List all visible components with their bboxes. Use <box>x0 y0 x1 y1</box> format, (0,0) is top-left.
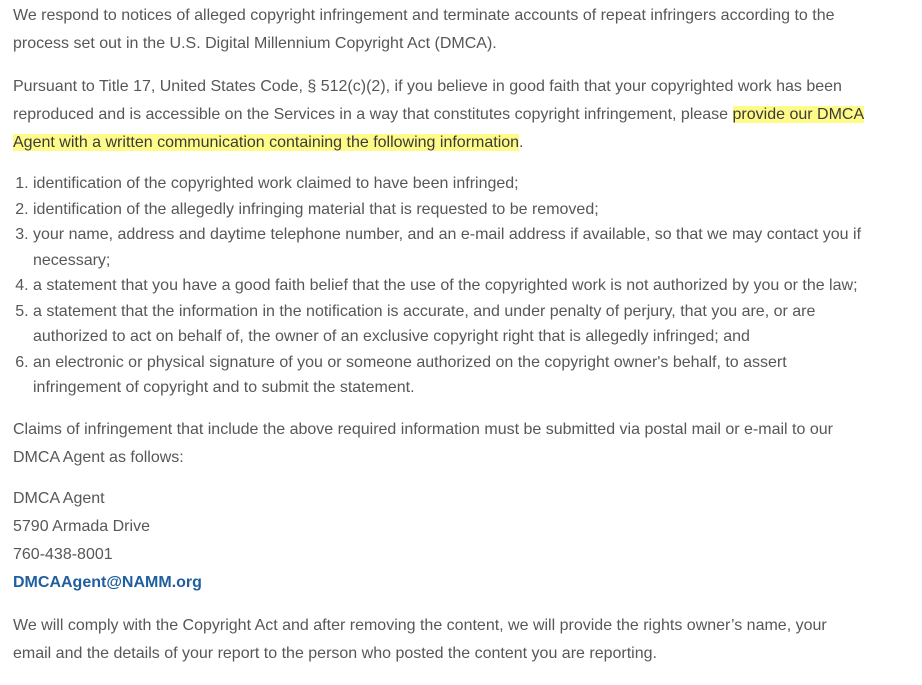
agent-title: DMCA Agent <box>13 489 105 507</box>
closing-line-2: email and the details of your report to the person who posted the content you are reporting. <box>13 644 657 662</box>
claims-line-1: Claims of infringement that include the above required information must be submitted via postal mail or e-mail to our <box>13 420 833 438</box>
highlighted-text: provide our DMCA <box>732 106 865 123</box>
list-item: 6. an electronic or physical signature of you or someone authorized on the copyright owner's behalf, to assert infringement of copyright and to submit the statement. <box>33 350 922 401</box>
agent-phone: 760-438-8001 <box>13 545 113 563</box>
list-item: 3. your name, address and daytime telephone number, and an e-mail address if available, so that we may contact you if necessary; <box>33 222 922 273</box>
list-item: 2. identification of the allegedly infringing material that is requested to be removed; <box>33 197 922 223</box>
agent-street: 5790 Armada Drive <box>13 517 150 535</box>
intro-line-1: We respond to notices of alleged copyright infringement and terminate accounts of repeat infringers according to the <box>13 7 835 24</box>
claims-line-2: DMCA Agent as follows: <box>13 448 184 466</box>
list-item: 4. a statement that you have a good faith belief that the use of the copyrighted work is not authorized by you or the law; <box>33 273 922 299</box>
intro-paragraph <box>13 2 922 58</box>
agent-email-link[interactable]: DMCAAgent@NAMM.org <box>13 573 202 591</box>
pursuant-period: . <box>519 134 524 151</box>
list-item: 1. identification of the copyrighted work claimed to have been infringed; <box>33 171 922 197</box>
intro-line-2: process set out in the U.S. Digital Millennium Copyright Act (DMCA). <box>13 35 497 52</box>
pursuant-line-2: reproduced and is accessible on the Services in a way that constitutes copyright infringement, please <box>13 106 733 123</box>
closing-line-1: We will comply with the Copyright Act and after removing the content, we will provide the rights owner’s name, your <box>13 616 827 634</box>
pursuant-paragraph <box>13 73 922 157</box>
list-item: 5. a statement that the information in the notification is accurate, and under penalty of perjury, that you are, or are authorized to act on behalf of, the owner of an exclusive copyright right that is allegedly infringed; and <box>33 299 922 350</box>
claims-paragraph <box>13 416 922 472</box>
agent-address-block <box>13 485 922 597</box>
closing-paragraph <box>13 612 922 668</box>
pursuant-line-1: Pursuant to Title 17, United States Code, § 512(c)(2), if you believe in good faith that your copyrighted work has been <box>13 78 842 95</box>
highlighted-text-continued: Agent with a written communication containing the following information <box>13 134 520 151</box>
requirements-list <box>13 171 922 401</box>
